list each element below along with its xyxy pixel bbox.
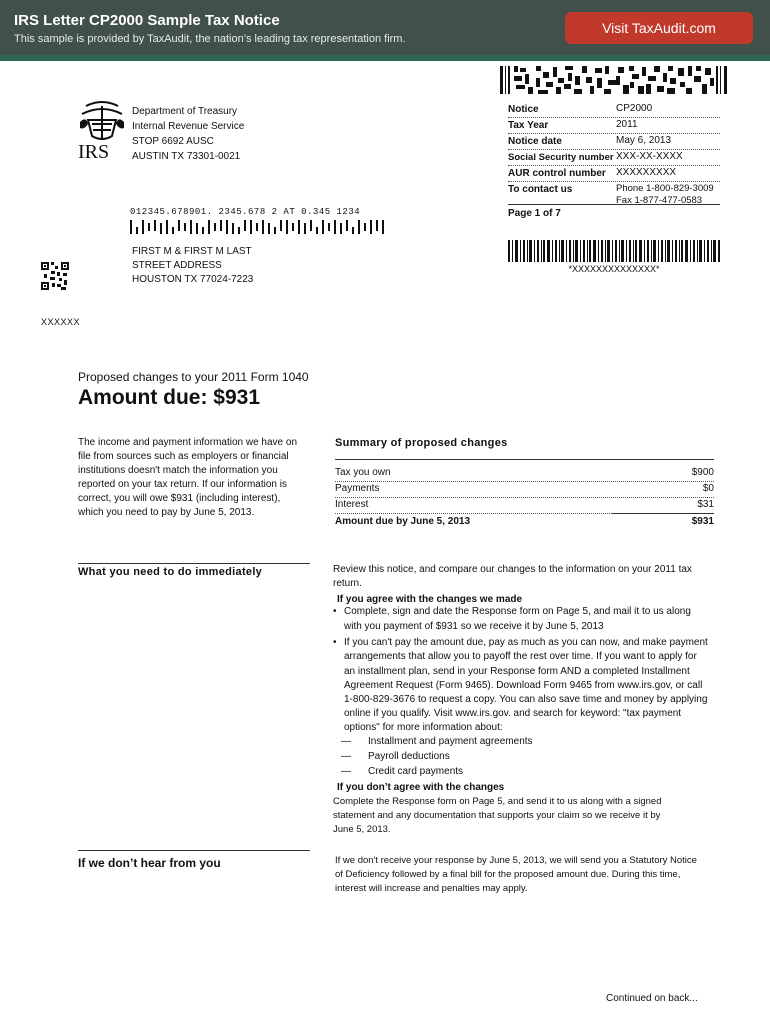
no-hear-line: interest will increase and penalties may apply. bbox=[335, 883, 528, 894]
sender-line: AUSTIN TX 73301-0021 bbox=[132, 151, 241, 162]
what-to-do-intro-line: return. bbox=[333, 578, 362, 589]
option-item: Payroll deductions bbox=[368, 751, 450, 762]
fax-value: Fax 1-877-477-0583 bbox=[616, 195, 703, 206]
info-row bbox=[508, 166, 720, 182]
info-label: To contact us bbox=[508, 184, 573, 195]
summary-top-rule bbox=[335, 459, 714, 460]
summary-row bbox=[335, 466, 714, 482]
intro-line: reported on your tax return. If our information is bbox=[78, 479, 287, 490]
disagree-line: Complete the Response form on Page 5, and send it to us along with a signed bbox=[333, 796, 662, 807]
agree-bullet-line: with you payment of $931 so we receive it by June 5, 2013 bbox=[344, 621, 604, 632]
info-label: Tax Year bbox=[508, 120, 549, 131]
info-label: Social Security number bbox=[508, 152, 614, 163]
amount-due-title: Amount due: $931 bbox=[78, 386, 261, 409]
recipient-line: STREET ADDRESS bbox=[132, 260, 222, 271]
option-item: Installment and payment agreements bbox=[368, 736, 533, 747]
info-row bbox=[508, 150, 720, 166]
info-value: XXX-XX-XXXX bbox=[616, 151, 683, 162]
sender-line: Internal Revenue Service bbox=[132, 121, 245, 132]
no-hear-line: If we don't receive your response by June 5, 2013, we will send you a Statutory Notice bbox=[335, 855, 697, 866]
barcode-caption: *XXXXXXXXXXXXXX* bbox=[568, 264, 660, 274]
installment-bullet-line: • If you can't pay the amount due, pay as much as you can now, and make payment bbox=[344, 636, 708, 650]
intro-line: correct, you will owe $931 (including interest), bbox=[78, 493, 281, 504]
installment-bullet-line: 1-800-829-3676 to request a copy. You can also save time and money by applying bbox=[344, 694, 708, 705]
info-value: XXXXXXXXX bbox=[616, 167, 677, 178]
disagree-heading: If you don’t agree with the changes bbox=[337, 782, 505, 793]
info-value: CP2000 bbox=[616, 103, 653, 114]
right-barcode bbox=[508, 240, 720, 262]
no-hear-rule bbox=[78, 850, 310, 851]
intro-line: which you need to pay by June 5, 2013. bbox=[78, 507, 255, 518]
disagree-line: statement and any documentation that supports your claim so we receive it by bbox=[333, 810, 661, 821]
summary-row-value: $900 bbox=[691, 467, 714, 478]
no-hear-line: of Deficiency followed by a final bill for the proposed amount due. During this time, bbox=[335, 869, 681, 880]
page-label-rule bbox=[508, 204, 720, 205]
summary-row-label: Tax you own bbox=[335, 467, 391, 478]
postnet-barcode bbox=[130, 220, 386, 234]
qr-code bbox=[41, 262, 69, 290]
summary-title: Summary of proposed changes bbox=[335, 437, 508, 449]
recipient-line: HOUSTON TX 77024-7223 bbox=[132, 274, 254, 285]
summary-row bbox=[335, 482, 714, 498]
installment-bullet-line: online if you qualify. Visit www.irs.gov. and search for keyword: "tax payment bbox=[344, 708, 682, 719]
placeholder-code: XXXXXX bbox=[41, 317, 81, 327]
summary-row-value: $31 bbox=[697, 499, 714, 510]
info-value: May 6, 2013 bbox=[616, 135, 672, 146]
what-to-do-intro-line: Review this notice, and compare our changes to the information on your 2011 tax bbox=[333, 564, 692, 575]
info-row bbox=[508, 102, 720, 118]
summary-row-value: $0 bbox=[702, 483, 714, 494]
info-label: AUR control number bbox=[508, 168, 606, 179]
what-to-do-heading: What you need to do immediately bbox=[78, 566, 263, 578]
sender-line: STOP 6692 AUSC bbox=[132, 136, 214, 147]
banner-subtitle: This sample is provided by TaxAudit, the nation’s leading tax representation firm. bbox=[14, 33, 406, 45]
option-dash: — bbox=[341, 736, 351, 747]
recipient-line: FIRST M & FIRST M LAST bbox=[132, 246, 252, 257]
summary-total-row bbox=[335, 515, 714, 530]
notice-info-table bbox=[508, 102, 720, 212]
agree-bullet-line: • Complete, sign and date the Response form on Page 5, and mail it to us along bbox=[344, 605, 691, 619]
agree-heading: If you agree with the changes we made bbox=[337, 594, 523, 605]
intro-paragraph bbox=[78, 436, 297, 520]
irs-logo-text: IRS bbox=[78, 141, 110, 163]
option-dash: — bbox=[341, 751, 351, 762]
sender-address bbox=[132, 104, 244, 164]
banner-stripe bbox=[0, 55, 770, 61]
what-to-do-rule bbox=[78, 563, 310, 564]
no-hear-heading: If we don’t hear from you bbox=[78, 856, 221, 870]
summary-total-label: Amount due by June 5, 2013 bbox=[335, 516, 471, 527]
info-value: Phone 1-800-829-3009 bbox=[616, 183, 714, 194]
info-label: Notice bbox=[508, 104, 539, 115]
summary-subtotal-rule bbox=[612, 513, 714, 514]
postal-code-line: 012345.678901. 2345.678 2 AT 0.345 1234 bbox=[130, 207, 361, 217]
summary-total-value: $931 bbox=[691, 516, 714, 527]
disagree-line: June 5, 2013. bbox=[333, 824, 391, 835]
installment-bullet-line: arrangements that allow you to payoff the rest over time. If you want to apply for bbox=[344, 651, 697, 662]
info-row bbox=[508, 134, 720, 150]
visit-taxaudit-button[interactable]: Visit TaxAudit.com bbox=[565, 12, 753, 44]
proposed-changes-title: Proposed changes to your 2011 Form 1040 bbox=[78, 370, 309, 384]
banner-title: IRS Letter CP2000 Sample Tax Notice bbox=[14, 12, 280, 29]
installment-bullet-line: an installment plan, send in your Response form AND a completed Installment bbox=[344, 666, 690, 677]
installment-bullet-line: options" for more information about: bbox=[344, 722, 503, 733]
top-2d-barcode bbox=[498, 64, 730, 96]
recipient-address bbox=[132, 245, 253, 287]
option-item: Credit card payments bbox=[368, 766, 464, 777]
info-label: Notice date bbox=[508, 136, 562, 147]
intro-line: The income and payment information we have on bbox=[78, 437, 298, 448]
info-row bbox=[508, 118, 720, 134]
installment-bullet-line: Agreement Request (Form 9465). Download Form 9465 from www.irs.gov, or call bbox=[344, 680, 703, 691]
continued-on-back: Continued on back... bbox=[606, 993, 698, 1004]
sender-line: Department of Treasury bbox=[132, 106, 238, 117]
summary-row-label: Interest bbox=[335, 499, 369, 510]
summary-row bbox=[335, 498, 714, 514]
intro-line: institutions doesn't match the information you bbox=[78, 465, 278, 476]
option-dash: — bbox=[341, 766, 351, 777]
intro-line: file from sources such as employers or financial bbox=[78, 451, 289, 462]
page-label: Page 1 of 7 bbox=[508, 208, 561, 219]
info-value: 2011 bbox=[616, 119, 638, 130]
summary-row-label: Payments bbox=[335, 483, 380, 494]
